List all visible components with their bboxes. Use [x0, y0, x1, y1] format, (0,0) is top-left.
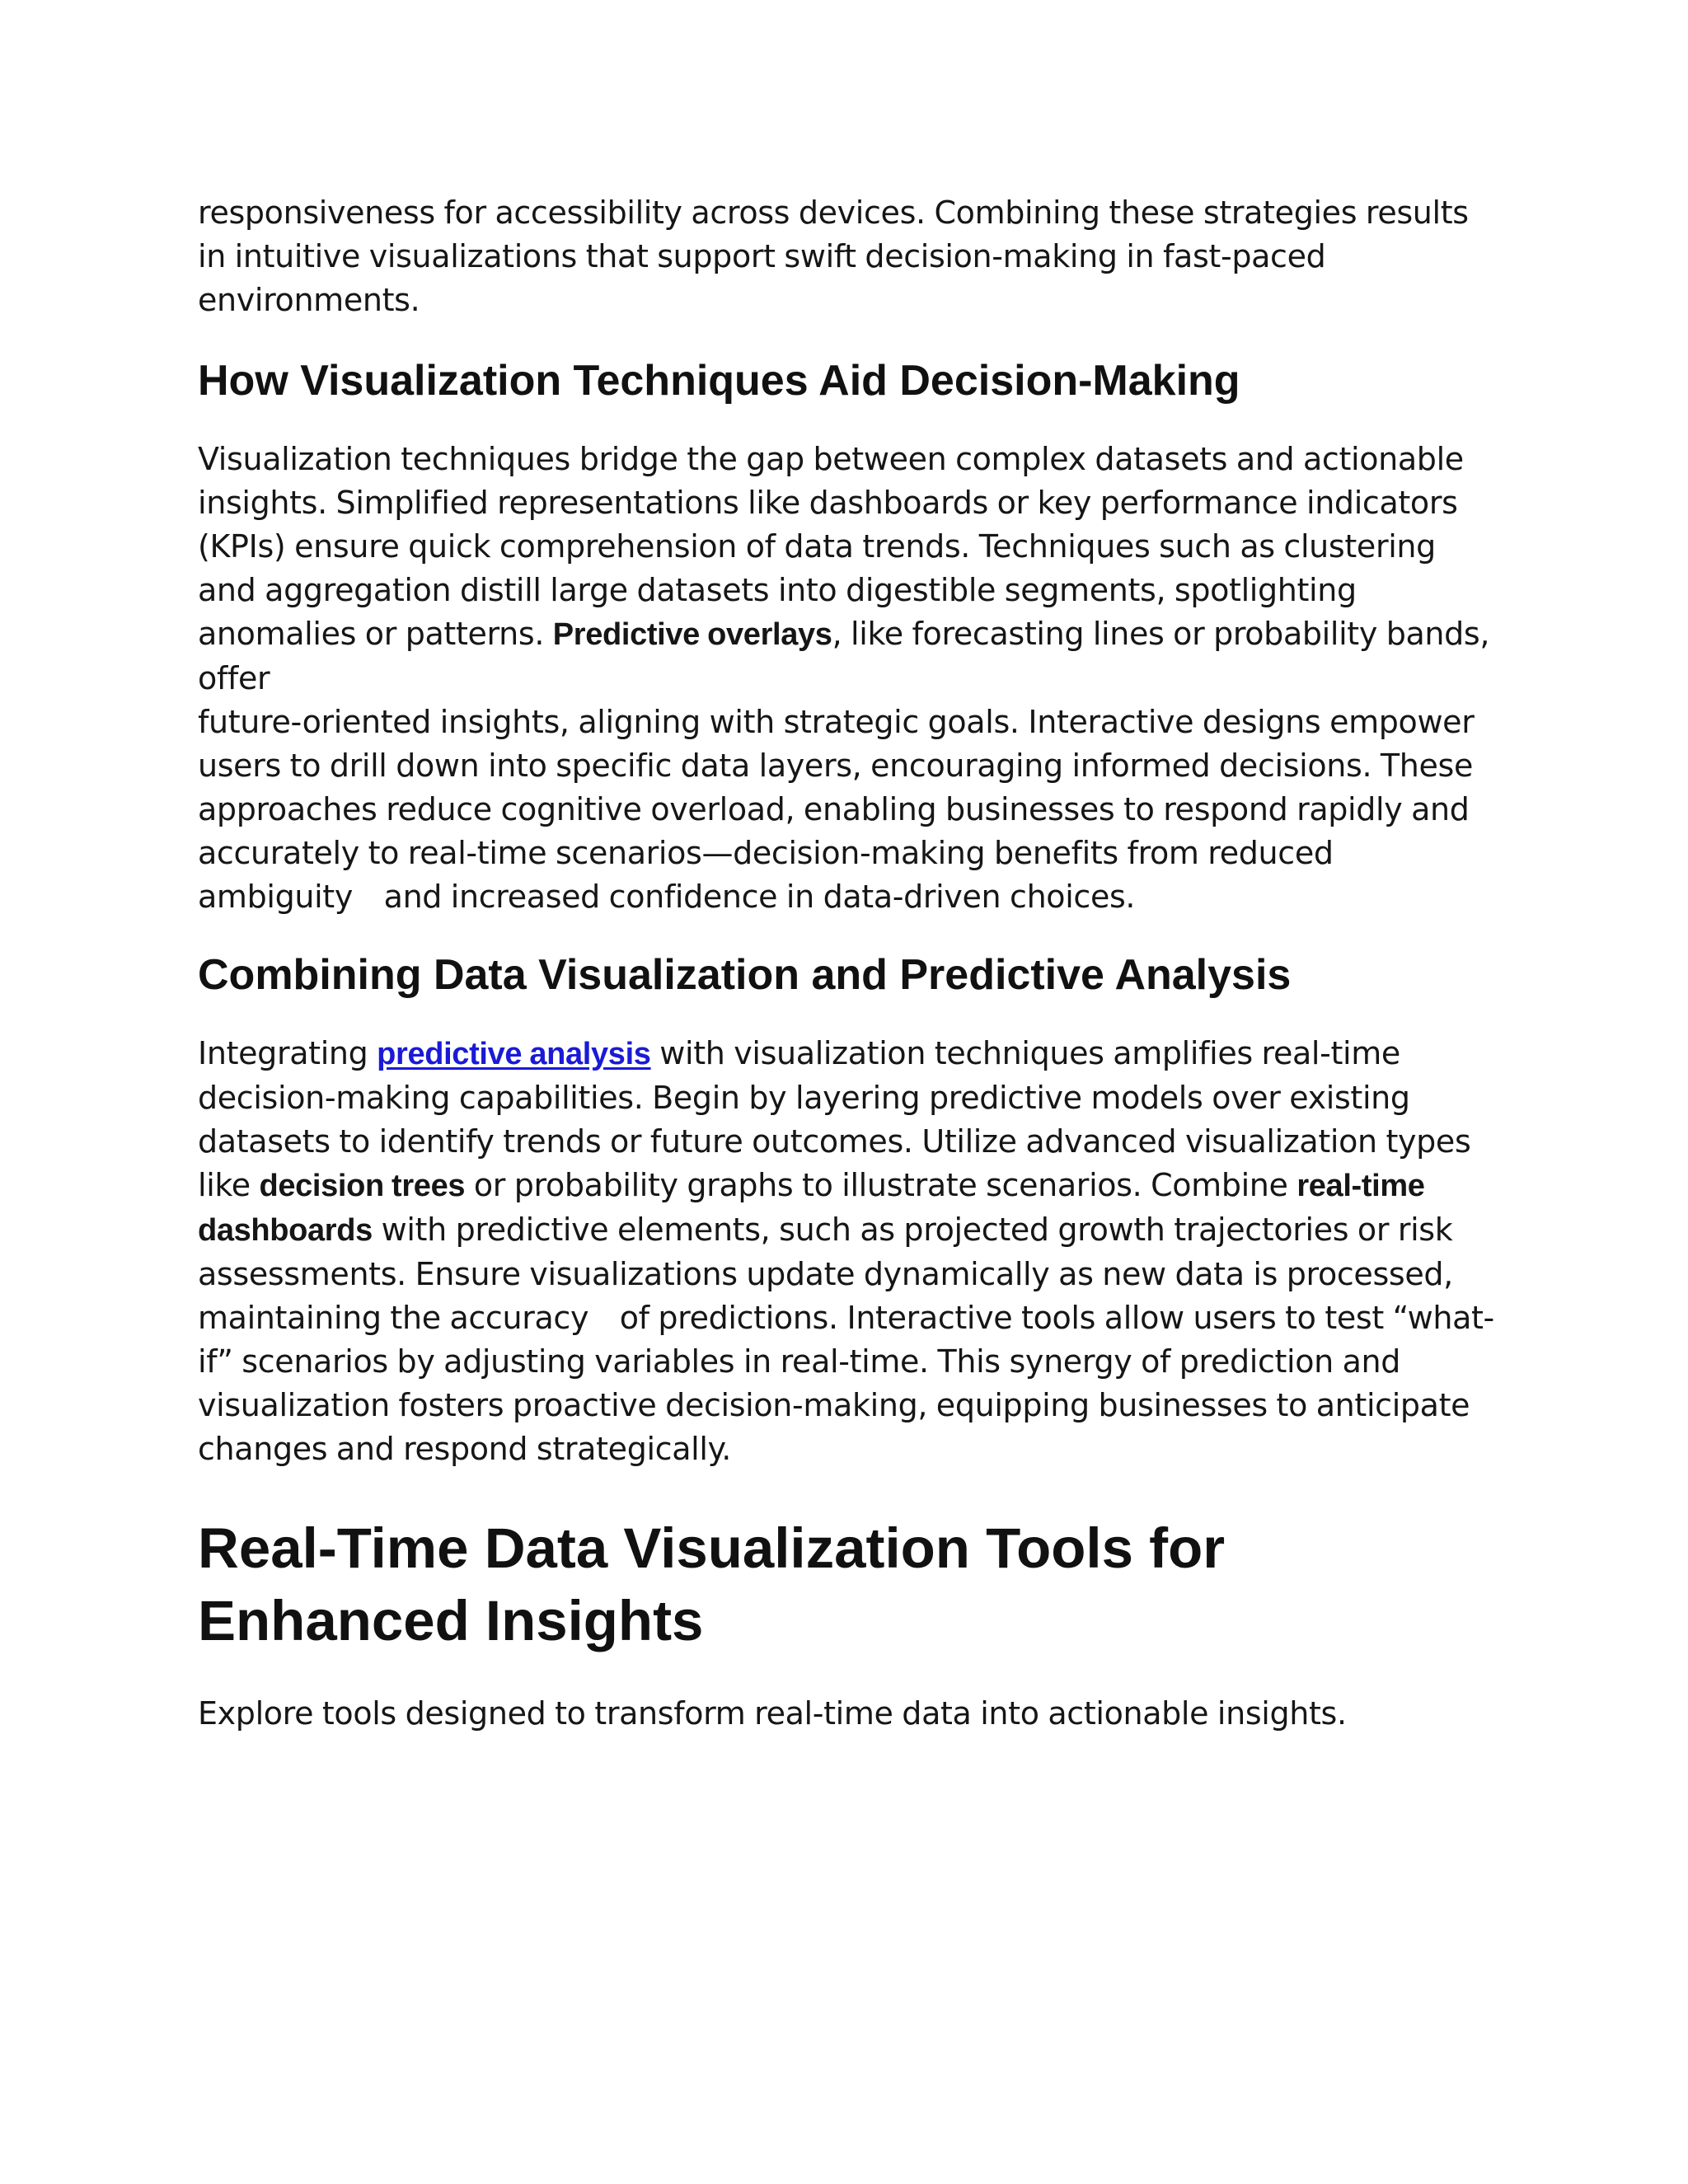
- intro-text: responsiveness for accessibility across devices. Combining these strategies results in intuitive visualizations that support swift decision-making in fast-paced environments.: [198, 194, 1469, 318]
- bold-term-decision-trees: decision trees: [259, 1169, 466, 1203]
- paragraph-text: future-oriented insights, aligning with strategic goals. Interactive designs empower users to drill down into specific data layers, encouraging informed decisions. These approaches reduce cognitive overload, enabling businesses to respond rapidly and accurately to real-time scenarios—decision-making benefits from reduced ambiguity and increased confidence in data-driven choices.: [198, 704, 1475, 915]
- paragraph-text: with visualization techniques amplifies real-time decision-making capabilities. Begin by layering predictive models over existing datasets to identify trends or future outcomes. Utilize advanced visualization types like: [198, 1035, 1471, 1203]
- combining-visualization-paragraph: [198, 1032, 1496, 1471]
- paragraph-text: Visualization techniques bridge the gap between complex datasets and actionable insights. Simplified representations like dashboards or key performance indicators (KPIs) ensure quick comprehension of data trends. Techniques such as clustering and aggregation distill large datasets into digestible segments, spotlighting anomalies or patterns.: [198, 441, 1464, 652]
- document-page: [198, 191, 1496, 1736]
- paragraph-text: , like forecasting lines or probability bands, offer: [198, 616, 1490, 696]
- bold-term-predictive-overlays: Predictive overlays: [552, 617, 832, 652]
- paragraph-text: Integrating: [198, 1035, 377, 1071]
- paragraph-text: or probability graphs to illustrate scenarios. Combine: [465, 1167, 1297, 1203]
- section-heading-visualization-techniques: How Visualization Techniques Aid Decision-Making: [198, 357, 1240, 405]
- paragraph-text: Explore tools designed to transform real-time data into actionable insights.: [198, 1695, 1347, 1732]
- bold-term-real-time-dashboards: real-time dashboards: [198, 1169, 1425, 1248]
- intro-paragraph: [198, 191, 1496, 322]
- predictive-analysis-link[interactable]: predictive analysis: [377, 1037, 651, 1071]
- visualization-techniques-paragraph: [198, 438, 1496, 919]
- real-time-tools-paragraph: [198, 1692, 1496, 1736]
- main-heading-real-time-tools: Real-Time Data Visualization Tools for Enhanced Insights: [198, 1516, 1226, 1652]
- paragraph-text: with predictive elements, such as projected growth trajectories or risk assessments. Ensure visualizations update dynamically as new data is processed, maintaining the accuracy of predictions. Interactive tools allow users to test “what-if” scenarios by adjusting variables in real-time. This synergy of prediction and visualization fosters proactive decision-making, equipping businesses to anticipate changes and respond strategically.: [198, 1212, 1494, 1467]
- section-heading-combining-visualization-predictive: Combining Data Visualization and Predictive Analysis: [198, 951, 1292, 999]
